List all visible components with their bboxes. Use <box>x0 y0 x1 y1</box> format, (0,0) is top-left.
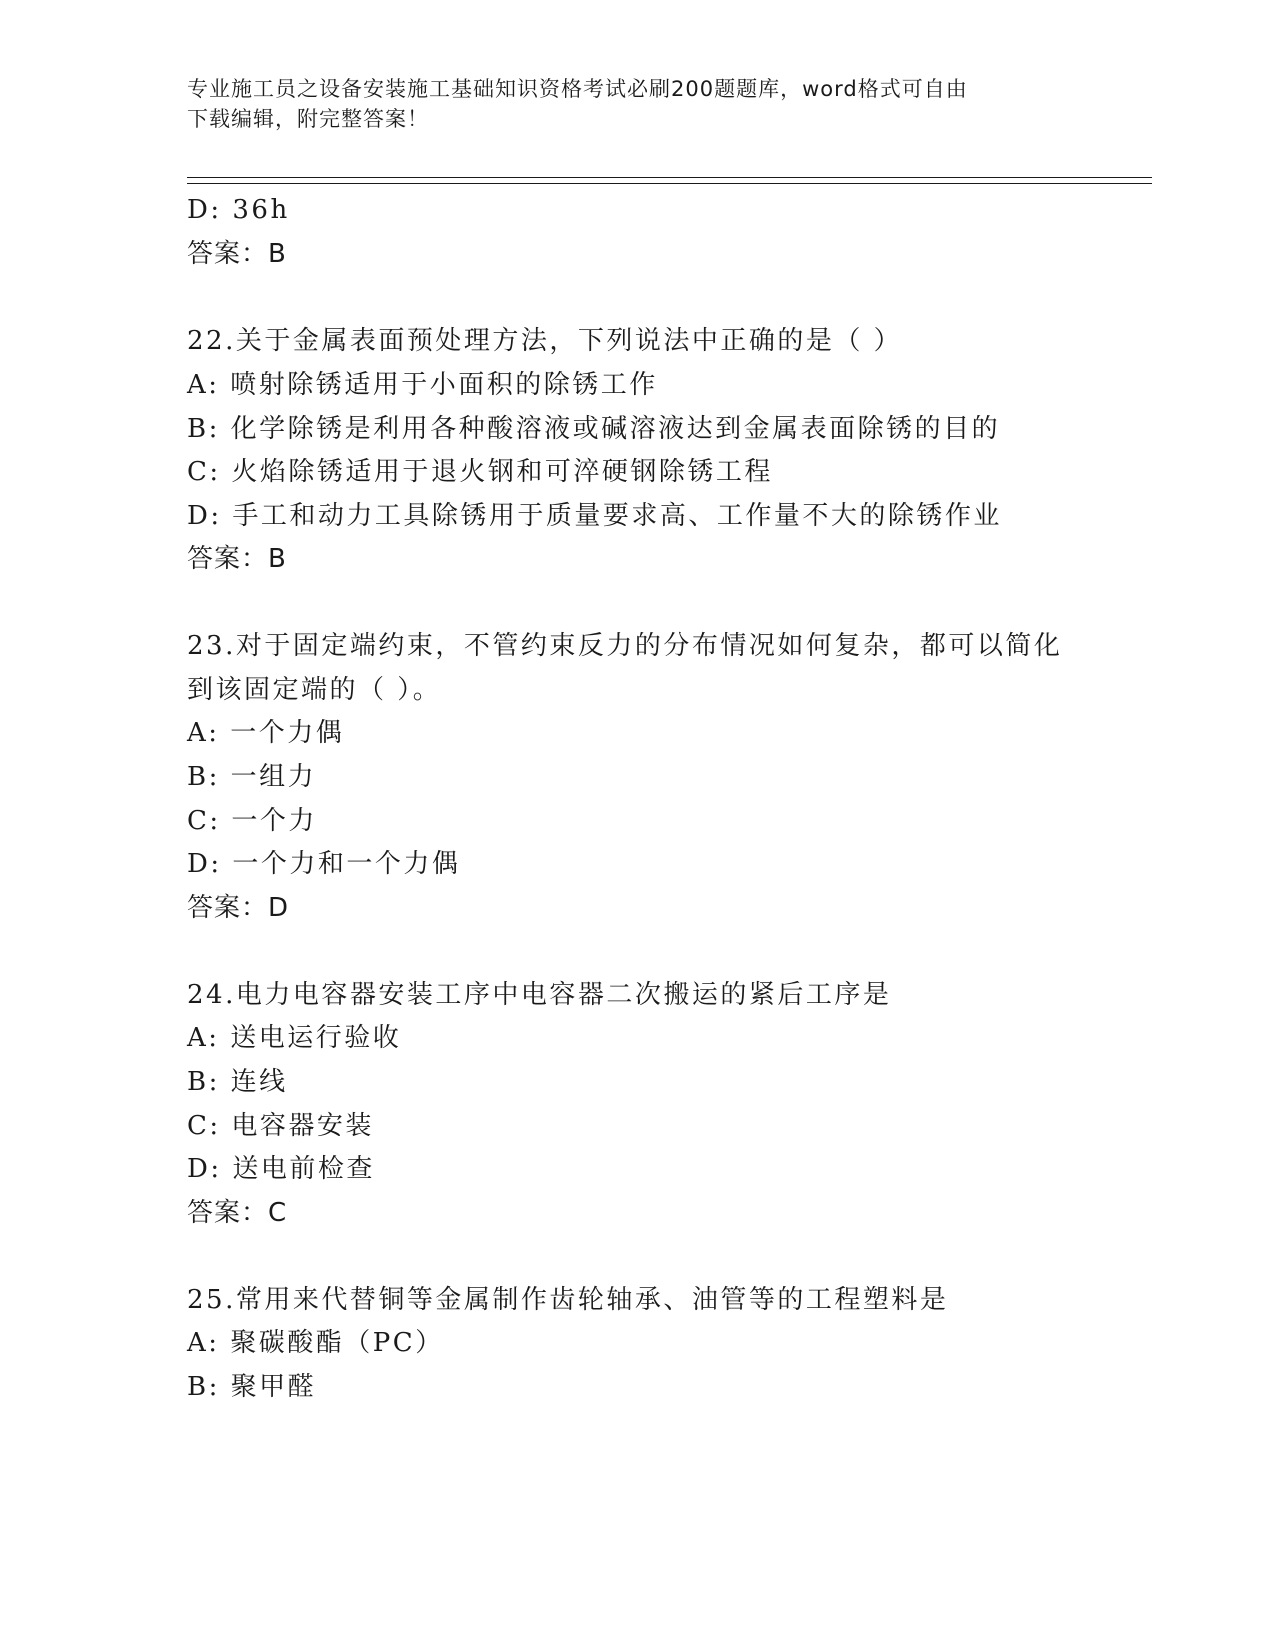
header-divider-top <box>187 177 1152 178</box>
question-24-option-a: A: 送电运行验收 <box>187 1023 402 1053</box>
question-22-option-c: C: 火焰除锈适用于退火钢和可淬硬钢除锈工程 <box>187 457 773 487</box>
question-22-answer: 答案：B <box>187 544 287 574</box>
question-23-option-a: A: 一个力偶 <box>187 718 345 748</box>
question-25-stem: 25.常用来代替铜等金属制作齿轮轴承、油管等的工程塑料是 <box>187 1285 949 1315</box>
question-23-answer: 答案：D <box>187 893 290 923</box>
prev-question-answer: 答案：B <box>187 239 287 269</box>
question-23-option-d: D: 一个力和一个力偶 <box>187 849 461 879</box>
prev-question-option-d: D: 36h <box>187 195 290 225</box>
header-line-2: 下载编辑，附完整答案！ <box>187 107 429 131</box>
question-23-option-b: B: 一组力 <box>187 762 317 792</box>
question-23-stem-line-1: 23.对于固定端约束，不管约束反力的分布情况如何复杂，都可以简化 <box>187 631 1063 661</box>
question-25-option-b: B: 聚甲醛 <box>187 1372 317 1402</box>
document-header <box>187 74 1087 134</box>
question-22-option-b: B: 化学除锈是利用各种酸溶液或碱溶液达到金属表面除锈的目的 <box>187 414 1001 444</box>
header-line-1: 专业施工员之设备安装施工基础知识资格考试必刷200题题库，word格式可自由 <box>187 77 968 101</box>
question-24-answer: 答案：C <box>187 1198 288 1228</box>
question-23-stem-line-2: 到该固定端的（ ）。 <box>187 675 442 705</box>
question-23-option-c: C: 一个力 <box>187 806 317 836</box>
question-22-option-d: D: 手工和动力工具除锈用于质量要求高、工作量不大的除锈作业 <box>187 501 1002 531</box>
question-24-option-d: D: 送电前检查 <box>187 1154 375 1184</box>
question-24-option-b: B: 连线 <box>187 1067 288 1097</box>
question-22-option-a: A: 喷射除锈适用于小面积的除锈工作 <box>187 370 658 400</box>
question-24-stem: 24.电力电容器安装工序中电容器二次搬运的紧后工序是 <box>187 980 892 1010</box>
question-22-stem: 22.关于金属表面预处理方法，下列说法中正确的是（ ） <box>187 326 903 356</box>
question-24-option-c: C: 电容器安装 <box>187 1111 374 1141</box>
question-25-option-a: A: 聚碳酸酯（PC） <box>187 1328 444 1358</box>
header-divider-bottom <box>187 183 1152 184</box>
